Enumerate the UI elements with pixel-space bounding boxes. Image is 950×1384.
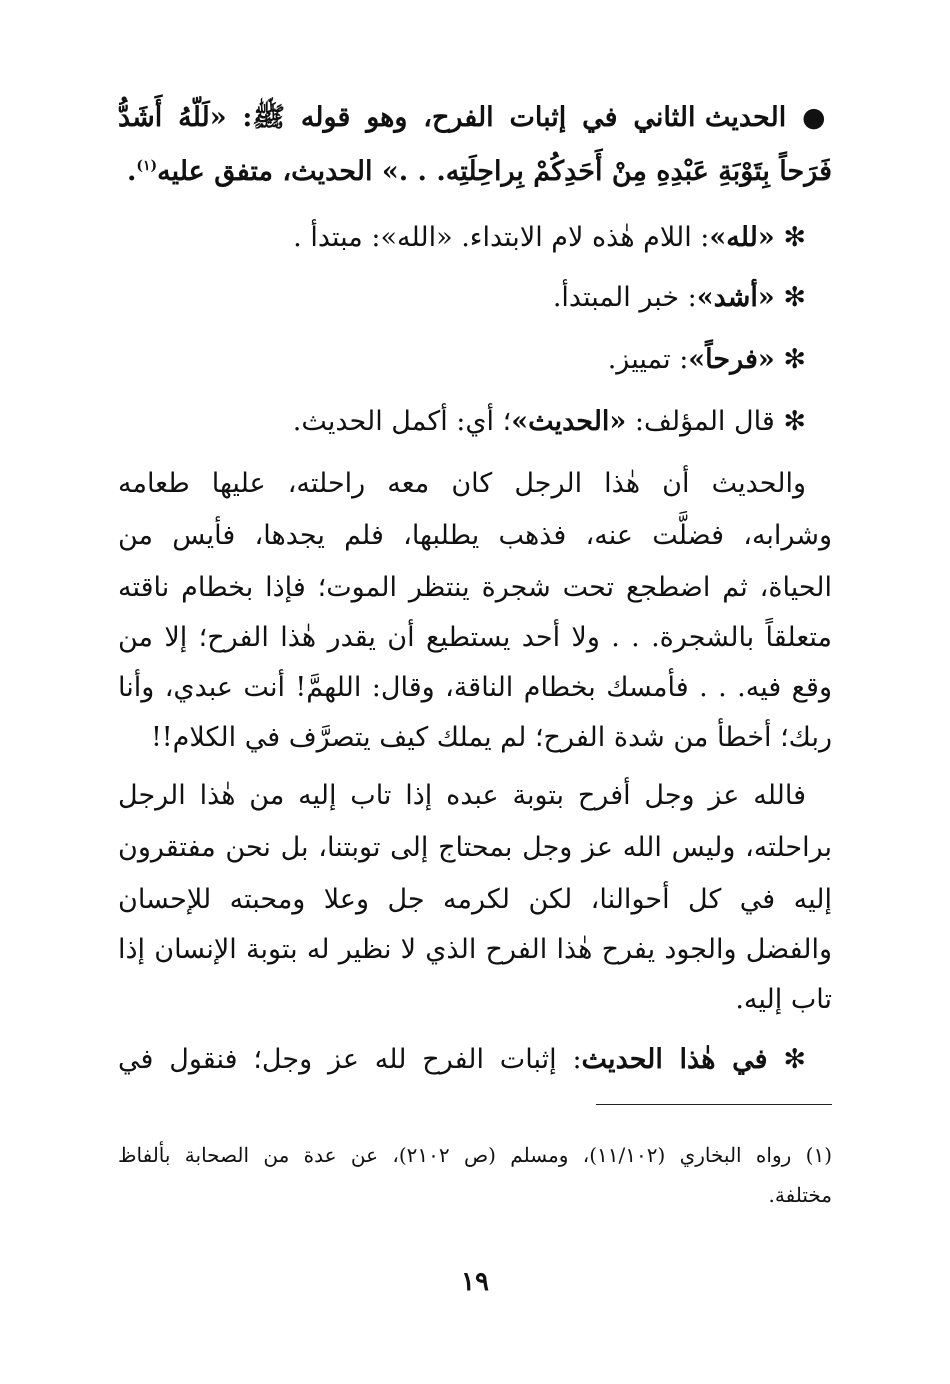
page-number: ١٩ [461,1267,489,1297]
star-icon: ✻ [783,1044,806,1075]
author-note [293,402,806,442]
paragraph-1-line: وقع فيه. . . فأمسك بخطام الناقة، وقال: اللهمَّ! أنت عبدي، وأنا [118,672,832,703]
grammar-term: «فرحاً» [688,344,775,375]
grammar-explanation: : اللام هٰذه لام الابتداء. «الله»: مبتدأ . [293,222,710,253]
paragraph-2-line: فالله عز وجل أفرح بتوبة عبده إذا تاب إليه من هٰذا الرجل [118,780,806,811]
paragraph-2-line: براحلته، وليس الله عز وجل بمحتاج إلى توبتنا، بل نحن مفتقرون [118,832,832,863]
hadith-intro-line-1 [118,98,832,138]
paragraph-1-line: والحديث أن هٰذا الرجل كان معه راحلته، عليها طعامه [118,468,806,499]
author-note-lead: قال المؤلف: [626,406,775,437]
final-note-term: في هٰذا الحديث [581,1044,768,1075]
grammar-term: «أشد» [696,282,775,313]
author-note-text: ؛ أي: أكمل الحديث. [292,406,512,437]
footnote-text: رواه البخاري (١١/١٠٢)، ومسلم (ص ٢١٠٢)، عن عدة من الصحابة بألفاظ [118,1143,792,1167]
grammar-term: «لله» [709,222,775,253]
grammar-note-lillah [293,218,806,258]
hadith-intro-text: الحديث الثاني في إثبات الفرح، وهو قوله ﷺ: «لَلّهُ أَشَدُّ [118,102,787,133]
hadith-intro-line-2 [127,152,832,192]
bullet-icon: ● [802,102,832,133]
final-note [118,1040,806,1080]
paragraph-2-line: إليه في كل أحوالنا، لكن لكرمه جل وعلا ومحبته للإحسان [118,884,832,915]
grammar-explanation: : تمييز. [607,344,689,375]
star-icon: ✻ [783,406,806,437]
footnote-marker: (١) [805,1143,833,1167]
hadith-intro-end: . [126,156,137,187]
paragraph-1-line: ربك؛ أخطأ من شدة الفرح؛ لم يملك كيف يتصرَّف في الكلام!! [150,722,832,753]
footnote-divider [596,1104,832,1105]
paragraph-1-line: الحياة، ثم اضطجع تحت شجرة ينتظر الموت؛ فإذا بخطام ناقته [118,572,832,603]
paragraph-1-line: متعلقاً بالشجرة. . . ولا أحد يستطيع أن يقدر هٰذا الفرح؛ إلا من [118,622,832,653]
grammar-note-farahan [608,340,806,380]
star-icon: ✻ [783,282,806,313]
star-icon: ✻ [783,222,806,253]
grammar-explanation: : خبر المبتدأ. [552,282,697,313]
paragraph-1-line: وشرابه، فضلَّت عنه، فذهب يطلبها، فلم يجدها، فأيس من [118,520,832,551]
footnote-line-2: مختلفة. [768,1183,832,1207]
footnote-reference: (١) [136,158,158,174]
hadith-text: فَرَحاً بِتَوْبَةِ عَبْدِهِ مِنْ أَحَدِكُمْ بِراحِلَتِه. . .» الحديث، متفق عليه [157,156,832,187]
paragraph-2-line: والفضل والجود يفرح هٰذا الفرح الذي لا نظير له بتوبة الإنسان إذا [118,934,832,965]
star-icon: ✻ [783,344,806,375]
final-note-text: : إثبات الفرح لله عز وجل؛ فنقول في [118,1044,582,1075]
grammar-note-ashadd [553,278,806,318]
footnote-line-1 [118,1140,832,1170]
paragraph-2-line: تاب إليه. [735,984,832,1015]
author-note-term: «الحديث» [511,406,627,437]
